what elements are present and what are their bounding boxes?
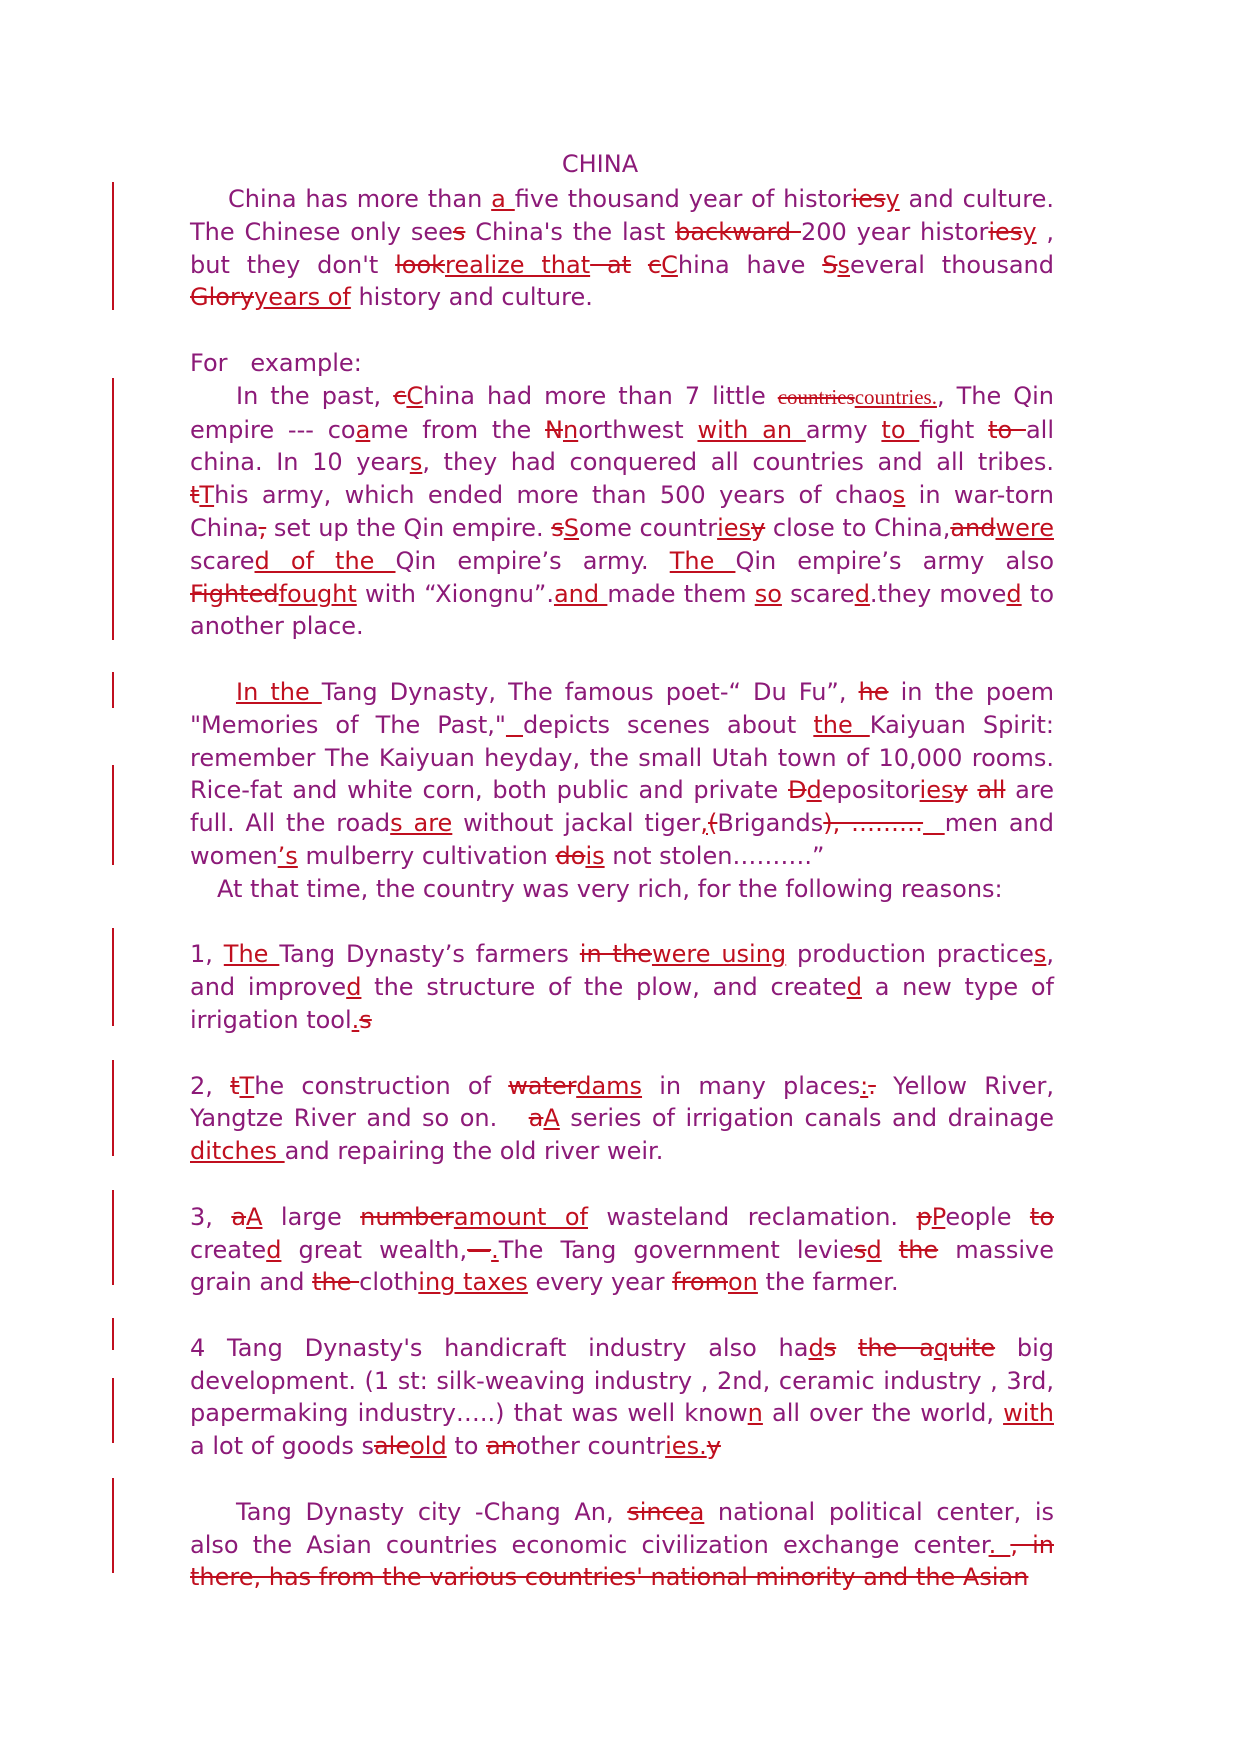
paragraph-reason-3: 3, aA large numberamount of wasteland reclamation. pPeople to created great wealth,—.The Tang government leviesd the massive grain and the clothing taxes every year fromon the farmer. <box>190 1202 1055 1297</box>
change-bar <box>112 1318 114 1350</box>
change-bar <box>112 765 114 865</box>
change-bar <box>112 672 114 708</box>
change-bar <box>112 1478 114 1573</box>
paragraph-reason-2: 2, tThe construction of waterdams in many places:. Yellow River, Yangtze River and so on. aA series of irrigation canals and drainage ditches and repairing the old river weir. <box>190 1071 1062 1166</box>
change-bar <box>112 378 114 640</box>
paragraph-intro: China has more than a five thousand year of historiesy and culture. The Chinese only sees China's the last backward 200 year historiesy , but they don't lookrealize that at cChina have Sseveral thousand Gloryyears of history and culture. <box>190 185 1055 312</box>
paragraph-example-heading: For example: <box>190 348 362 377</box>
paragraph-qin-empire: In the past, cChina had more than 7 little countriescountries., The Qin empire --- coame from the Nnorthwest with an army to fight to all china. In 10 years, they had conquered all countries and all tribes. tThis army, which ended more than 500 years of chaos in war-torn China, set up the Qin empire. sSome countriesy close to China,andwere scared of the Qin empire’s army. The Qin empire’s army also Fightedfought with “Xiongnu”.and made them so scared.they moved to another place. <box>190 381 1055 641</box>
document-title: CHINA <box>561 150 639 178</box>
document-body <box>190 183 1062 1594</box>
paragraph-reason-4: 4 Tang Dynasty's handicraft industry also hads the aquite big development. (1 st: silk-weaving industry , 2nd, ceramic industry , 3rd, papermaking industry…..) that was well known all over the world, with a lot of goods saleold to another countries.y <box>190 1333 1054 1461</box>
change-bar <box>112 1060 114 1156</box>
change-bar <box>112 1378 114 1443</box>
paragraph-du-fu: In the Tang Dynasty, The famous poet-“ Du Fu”, he in the poem "Memories of The Past," depicts scenes about the Kaiyuan Spirit: remember The Kaiyuan heyday, the small Utah town of 10,000 rooms. Rice-fat and white corn, both public and private Ddepositoriesy all are full. All the roads are without jackal tiger,(Brigands), ……… men and women’s mulberry cultivation dois not stolen……….” <box>190 677 1055 870</box>
change-bar <box>112 1190 114 1285</box>
paragraph-chang-an: Tang Dynasty city -Chang An, sincea national political center, is also the Asian countries economic civilization exchange center. , in there, has from the various countries' national minority and the Asian <box>190 1497 1055 1592</box>
change-bar <box>112 182 114 310</box>
change-bar <box>112 928 114 1026</box>
paragraph-reasons-intro: At that time, the country was very rich, for the following reasons: <box>217 874 1003 903</box>
paragraph-reason-1: 1, The Tang Dynasty’s farmers in thewere using production practices, and improved the structure of the plow, and created a new type of irrigation tool.s <box>190 940 1055 1034</box>
